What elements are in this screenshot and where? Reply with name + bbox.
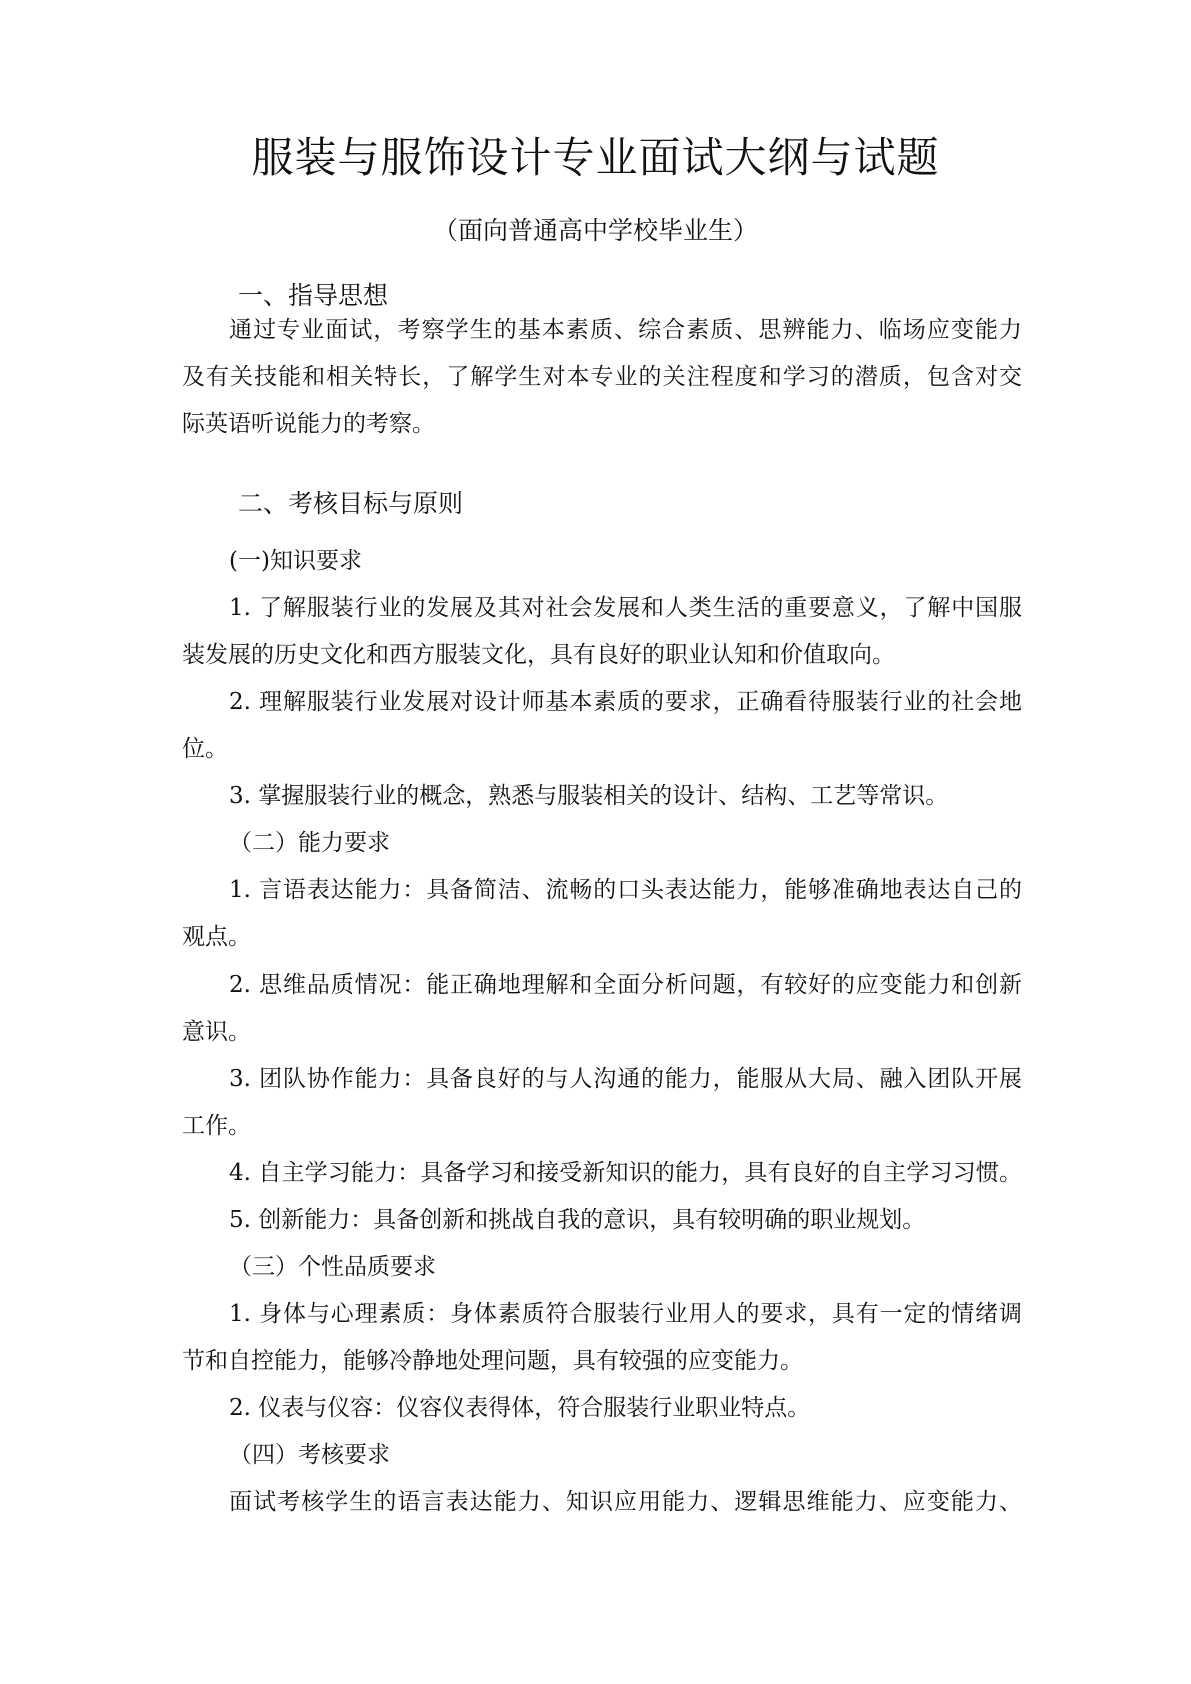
- paragraph-line: 2. 仪表与仪容：仪容仪表得体，符合服装行业职业特点。: [229, 1395, 811, 1421]
- section-heading-guiding-ideology: 一、指导思想: [238, 281, 389, 310]
- paragraph-line: 2. 理解服装行业发展对设计师基本素质的要求，正确看待服装行业的社会地: [229, 689, 1022, 715]
- paragraph-line: 2. 思维品质情况：能正确地理解和全面分析问题，有较好的应变能力和创新: [229, 972, 1022, 998]
- paragraph-line: 节和自控能力，能够冷静地处理问题，具有较强的应变能力。: [182, 1348, 803, 1374]
- paragraph-line: 观点。: [182, 924, 251, 950]
- section-heading-assessment-goals: 二、考核目标与原则: [238, 489, 464, 518]
- subsection-heading-assessment: （四）考核要求: [229, 1442, 390, 1468]
- paragraph-line: 面试考核学生的语言表达能力、知识应用能力、逻辑思维能力、应变能力、: [229, 1489, 1022, 1515]
- document-subtitle: （面向普通高中学校毕业生）: [432, 216, 758, 245]
- paragraph-line: 3. 团队协作能力：具备良好的与人沟通的能力，能服从大局、融入团队开展: [229, 1066, 1022, 1092]
- paragraph-line: 4. 自主学习能力：具备学习和接受新知识的能力，具有良好的自主学习习惯。: [229, 1160, 1022, 1186]
- paragraph-line: 1. 身体与心理素质：身体素质符合服装行业用人的要求，具有一定的情绪调: [229, 1301, 1022, 1327]
- paragraph-line: 1. 言语表达能力：具备简洁、流畅的口头表达能力，能够准确地表达自己的: [229, 877, 1022, 903]
- subsection-heading-personality: （三）个性品质要求: [229, 1254, 436, 1280]
- paragraph-line: 际英语听说能力的考察。: [182, 411, 435, 437]
- paragraph-line: 装发展的历史文化和西方服装文化，具有良好的职业认知和价值取向。: [182, 642, 895, 668]
- paragraph-line: 5. 创新能力：具备创新和挑战自我的意识，具有较明确的职业规划。: [229, 1207, 926, 1233]
- paragraph-line: 1. 了解服装行业的发展及其对社会发展和人类生活的重要意义，了解中国服: [229, 595, 1022, 621]
- subsection-heading-knowledge: (一)知识要求: [229, 548, 362, 574]
- document-title: 服装与服饰设计专业面试大纲与试题: [251, 133, 940, 182]
- paragraph-line: 位。: [182, 736, 228, 762]
- paragraph-line: 意识。: [182, 1019, 251, 1045]
- paragraph-line: 工作。: [182, 1113, 251, 1139]
- paragraph-line: 通过专业面试，考察学生的基本素质、综合素质、思辨能力、临场应变能力: [229, 317, 1022, 343]
- paragraph-line: 及有关技能和相关特长，了解学生对本专业的关注程度和学习的潜质，包含对交: [182, 364, 1022, 390]
- paragraph-line: 3. 掌握服装行业的概念，熟悉与服装相关的设计、结构、工艺等常识。: [229, 783, 949, 809]
- subsection-heading-ability: （二）能力要求: [229, 830, 390, 856]
